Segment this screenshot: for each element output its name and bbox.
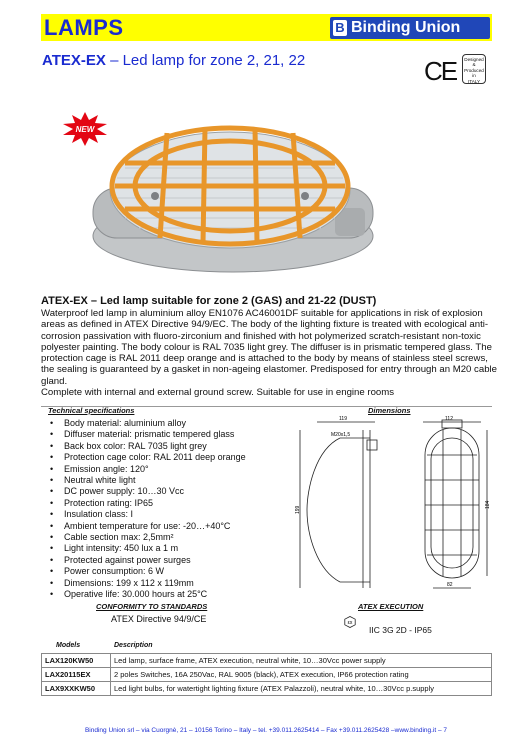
made-in-italy-badge: Designed & Produced in ITALY: [462, 54, 486, 84]
spec-item: • Cable section max: 2,5mm²: [50, 532, 310, 543]
model-description: Led light bulbs, for watertight lighting fixture (ATEX Palazzoli), neutral white, 10…30Vcc p.supply: [111, 682, 492, 696]
model-code: LAX20115EX: [42, 668, 111, 682]
ex-hexagon-icon: [344, 616, 356, 628]
specs-heading: Technical specifications: [48, 406, 135, 415]
spec-item: • Body material: aluminium alloy: [50, 418, 310, 429]
description-heading: Description: [114, 642, 153, 649]
spec-item: • Protection cage color: RAL 2011 deep orange: [50, 452, 310, 463]
section-title: ATEX-EX – Led lamp suitable for zone 2 (GAS) and 21-22 (DUST): [41, 295, 377, 307]
table-row: [42, 668, 492, 682]
product-description: Waterproof led lamp in aluminium alloy EN1076 AC46001DF suitable for applications in risk of explosion areas as defined in ATEX Directive 94/9/EC. The body of the lighting fixture is treated with ecological anti-corrosion passivation with fluoro-zirconium and finished with hot polymerized scratch-resistant non-toxic polyester painting. The body colour is RAL 7035 light grey. The diffuser is in prismatic tempered glass. The protection cage is RAL 2011 deep orange and is attached to the body by means of stainless steel screws, the sealing is guaranteed by a gasket in non-ageing elastomer. Predisposed for entry through an M20 cable gland. Complete with internal and external ground screw. Suitable for use in engine rooms: [41, 308, 497, 399]
dim-label: 82: [447, 582, 453, 588]
table-row: [42, 682, 492, 696]
product-subtitle: ATEX-EX – Led lamp for zone 2, 21, 22: [42, 52, 306, 69]
spec-item: • Diffuser material: prismatic tempered glass: [50, 429, 310, 440]
brand-name: Binding Union: [351, 19, 461, 36]
model-code: LAX120KW50: [42, 654, 111, 668]
spec-item: • Neutral white light: [50, 475, 310, 486]
model-code: LAX9XXKW50: [42, 682, 111, 696]
dim-label: 112: [445, 416, 453, 422]
spec-item: • Back box color: RAL 7035 light grey: [50, 441, 310, 452]
ce-mark: CE: [424, 56, 457, 86]
spec-item: • Emission angle: 120°: [50, 464, 310, 475]
dim-label: 199: [295, 505, 301, 514]
models-table: [41, 653, 492, 696]
conformity-value: ATEX Directive 94/9/CE: [111, 614, 207, 624]
spec-item: • Operative life: 30.000 hours at 25°C: [50, 589, 310, 600]
model-description: Led lamp, surface frame, ATEX execution, neutral white, 10…30Vcc power supply: [111, 654, 492, 668]
models-heading: Models: [56, 642, 81, 649]
dimensions-drawing: [295, 410, 495, 595]
new-badge-label: NEW: [75, 125, 95, 134]
spec-item: • Insulation class: I: [50, 509, 310, 520]
spec-list: [50, 418, 310, 601]
spec-item: • Ambient temperature for use: -20…+40°C: [50, 521, 310, 532]
atex-heading: ATEX EXECUTION: [358, 602, 424, 611]
brand-logo-icon: B: [333, 20, 347, 36]
dim-label: 119: [339, 416, 347, 422]
spec-item: • Dimensions: 199 x 112 x 119mm: [50, 578, 310, 589]
spec-item: • Protected against power surges: [50, 555, 310, 566]
svg-text:εx: εx: [347, 620, 353, 626]
model-description: 2 poles Switches, 16A 250Vac, RAL 9005 (black), ATEX execution, IP66 protection rating: [111, 668, 492, 682]
page-footer: Binding Union srl – via Cuorgnè, 21 – 10156 Torino – Italy – tel. +39.011.2625414 – Fax +39.011.2625428 –www.binding.it – 7: [84, 727, 448, 734]
spec-item: • DC power supply: 10…30 Vcc: [50, 486, 310, 497]
dimensions-heading: Dimensions: [368, 406, 411, 415]
dim-label: 184: [485, 500, 491, 509]
conformity-heading: CONFORMITY TO STANDARDS: [96, 602, 208, 611]
product-photo: [55, 108, 385, 278]
page-title: LAMPS: [44, 15, 124, 40]
dim-label: M20x1,5: [331, 432, 351, 438]
atex-value: IIC 3G 2D - IP65: [369, 625, 432, 635]
spec-item: • Protection rating: IP65: [50, 498, 310, 509]
table-row: [42, 654, 492, 668]
spec-item: • Power consumption: 6 W: [50, 566, 310, 577]
spec-item: • Light intensity: 450 lux a 1 m: [50, 543, 310, 554]
